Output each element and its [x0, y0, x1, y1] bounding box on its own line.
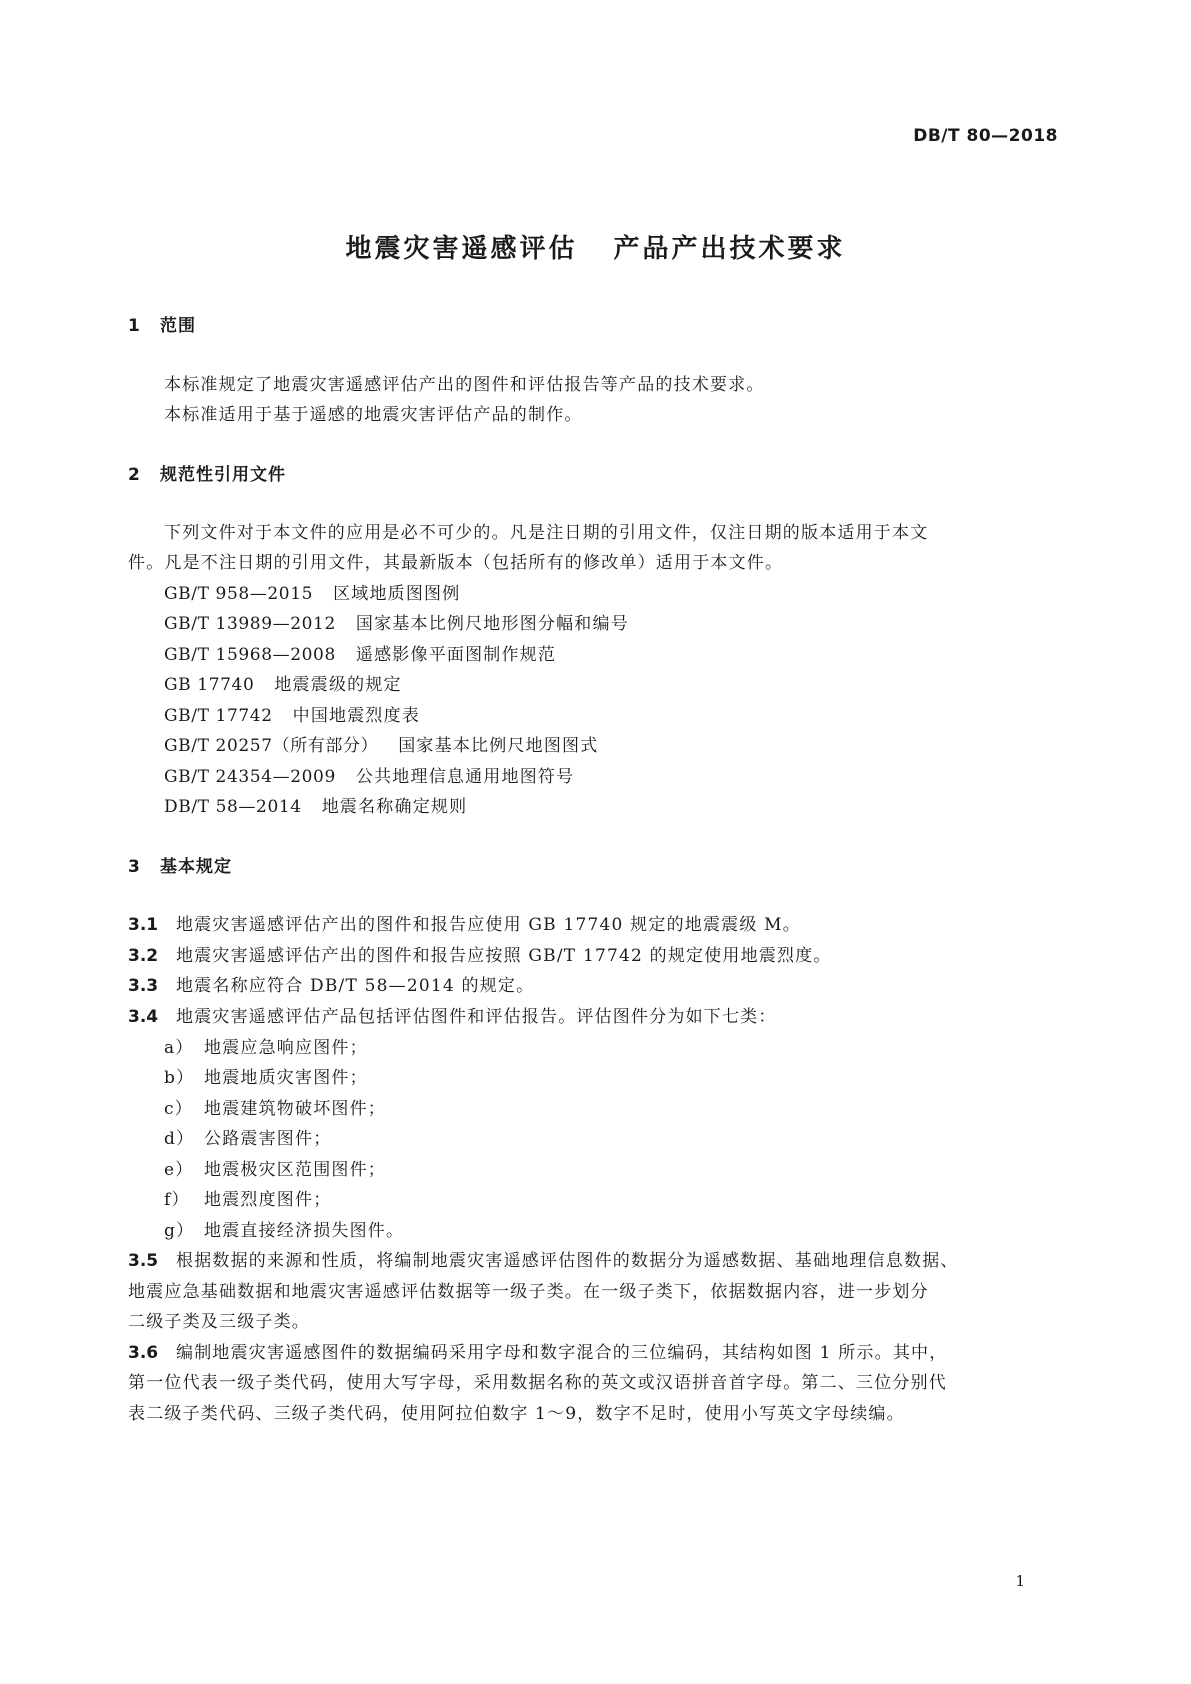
clause-text: 地震灾害遥感评估产品包括评估图件和评估报告。评估图件分为如下七类： [176, 1007, 777, 1027]
clause [128, 910, 801, 935]
list-item-label: d） [164, 1129, 195, 1149]
section3-title: 基本规定 [160, 857, 232, 877]
reference-title: 地震名称确定规则 [321, 797, 468, 817]
clause-number: 3.1 [128, 915, 159, 935]
section1-paragraph-1: 本标准规定了地震灾害遥感评估产出的图件和评估报告等产品的技术要求。 [164, 375, 765, 395]
section2-intro-line1: 下列文件对于本文件的应用是必不可少的。凡是注日期的引用文件，仅注日期的版本适用于本文 [164, 523, 929, 543]
section3-number: 3 [128, 857, 141, 877]
section1-title: 范围 [160, 316, 196, 336]
reference-title: 国家基本比例尺地形图分幅和编号 [355, 614, 629, 634]
list-item-label: e） [164, 1160, 194, 1180]
list-item-text: 地震建筑物破坏图件； [204, 1099, 386, 1119]
clause-3-5-line2: 地震应急基础数据和地震灾害遥感评估数据等一级子类。在一级子类下，依据数据内容，进一步划分 [128, 1282, 929, 1302]
page-number: 1 [1015, 1572, 1025, 1590]
clause-3-6-line2: 第一位代表一级子类代码，使用大写字母，采用数据名称的英文或汉语拼音首字母。第二、三位分别代 [128, 1373, 947, 1393]
list-item [164, 1094, 386, 1119]
clause [128, 941, 832, 966]
reference-code: GB/T 17742 [164, 706, 273, 726]
reference-title: 地震震级的规定 [274, 675, 402, 695]
clause-3-6-line1 [128, 1338, 947, 1363]
list-item-label: a） [164, 1038, 194, 1058]
clause-3-5-line3: 二级子类及三级子类。 [128, 1312, 310, 1332]
reference-title: 公共地理信息通用地图符号 [355, 767, 575, 787]
list-item [164, 1063, 368, 1088]
list-item-text: 地震地质灾害图件； [204, 1068, 368, 1088]
section3-heading [128, 852, 232, 877]
section1-number: 1 [128, 316, 141, 336]
section2-intro-line2: 件。凡是不注日期的引用文件，其最新版本（包括所有的修改单）适用于本文件。 [128, 553, 784, 573]
reference-item [164, 670, 402, 695]
clause-number: 3.5 [128, 1251, 159, 1271]
section2-heading [128, 460, 286, 485]
reference-item [164, 762, 574, 787]
reference-code: GB/T 958—2015 [164, 584, 314, 604]
list-item [164, 1185, 331, 1210]
list-item-label: g） [164, 1221, 195, 1241]
reference-item [164, 640, 556, 665]
reference-title: 区域地质图图例 [333, 584, 461, 604]
list-item-text: 公路震害图件； [204, 1129, 332, 1149]
reference-code: GB 17740 [164, 675, 255, 695]
reference-item [164, 609, 629, 634]
list-item [164, 1216, 404, 1241]
list-item [164, 1155, 386, 1180]
clause-3-6-line3: 表二级子类代码、三级子类代码，使用阿拉伯数字 1～9，数字不足时，使用小写英文字母续编。 [128, 1404, 905, 1424]
list-item [164, 1124, 331, 1149]
clause-text: 地震灾害遥感评估产出的图件和报告应使用 GB 17740 规定的地震震级 M。 [176, 915, 801, 935]
reference-title: 国家基本比例尺地图图式 [398, 736, 599, 756]
clause-3-5-line1 [128, 1246, 959, 1271]
list-item-label: c） [164, 1099, 193, 1119]
reference-code: GB/T 24354—2009 [164, 767, 336, 787]
clause [128, 1002, 777, 1027]
section1-heading [128, 311, 196, 336]
reference-title: 中国地震烈度表 [292, 706, 421, 726]
reference-title: 遥感影像平面图制作规范 [355, 645, 557, 665]
clause-text: 根据数据的来源和性质，将编制地震灾害遥感评估图件的数据分为遥感数据、基础地理信息数据、 [176, 1251, 959, 1271]
clause-text: 地震灾害遥感评估产出的图件和报告应按照 GB/T 17742 的规定使用地震烈度。 [176, 946, 832, 966]
clause-number: 3.6 [128, 1343, 159, 1363]
clause-text: 地震名称应符合 DB/T 58—2014 的规定。 [176, 976, 535, 996]
reference-item [164, 701, 420, 726]
document-number: DB/T 80—2018 [913, 126, 1058, 146]
section2-title: 规范性引用文件 [160, 465, 286, 485]
clause-number: 3.4 [128, 1007, 159, 1027]
list-item-text: 地震直接经济损失图件。 [204, 1221, 405, 1241]
reference-code: GB/T 15968—2008 [164, 645, 336, 665]
reference-code: GB/T 13989—2012 [164, 614, 336, 634]
list-item-label: b） [164, 1068, 195, 1088]
list-item-label: f） [164, 1190, 190, 1210]
reference-item [164, 731, 598, 756]
reference-item [164, 579, 460, 604]
section2-number: 2 [128, 465, 141, 485]
title-part2: 产品产出技术要求 [613, 234, 846, 264]
clause-number: 3.3 [128, 976, 159, 996]
reference-code: DB/T 58—2014 [164, 797, 302, 817]
reference-item [164, 792, 467, 817]
clause-text: 编制地震灾害遥感图件的数据编码采用字母和数字混合的三位编码，其结构如图 1 所示。其中， [176, 1343, 948, 1363]
list-item-text: 地震烈度图件； [204, 1190, 332, 1210]
list-item [164, 1033, 368, 1058]
clause [128, 971, 534, 996]
page-title [0, 228, 1191, 265]
list-item-text: 地震应急响应图件； [204, 1038, 368, 1058]
title-part1: 地震灾害遥感评估 [345, 234, 578, 264]
reference-code: GB/T 20257（所有部分） [164, 736, 379, 756]
clause-number: 3.2 [128, 946, 159, 966]
section1-paragraph-2: 本标准适用于基于遥感的地震灾害评估产品的制作。 [164, 405, 583, 425]
list-item-text: 地震极灾区范围图件； [204, 1160, 386, 1180]
